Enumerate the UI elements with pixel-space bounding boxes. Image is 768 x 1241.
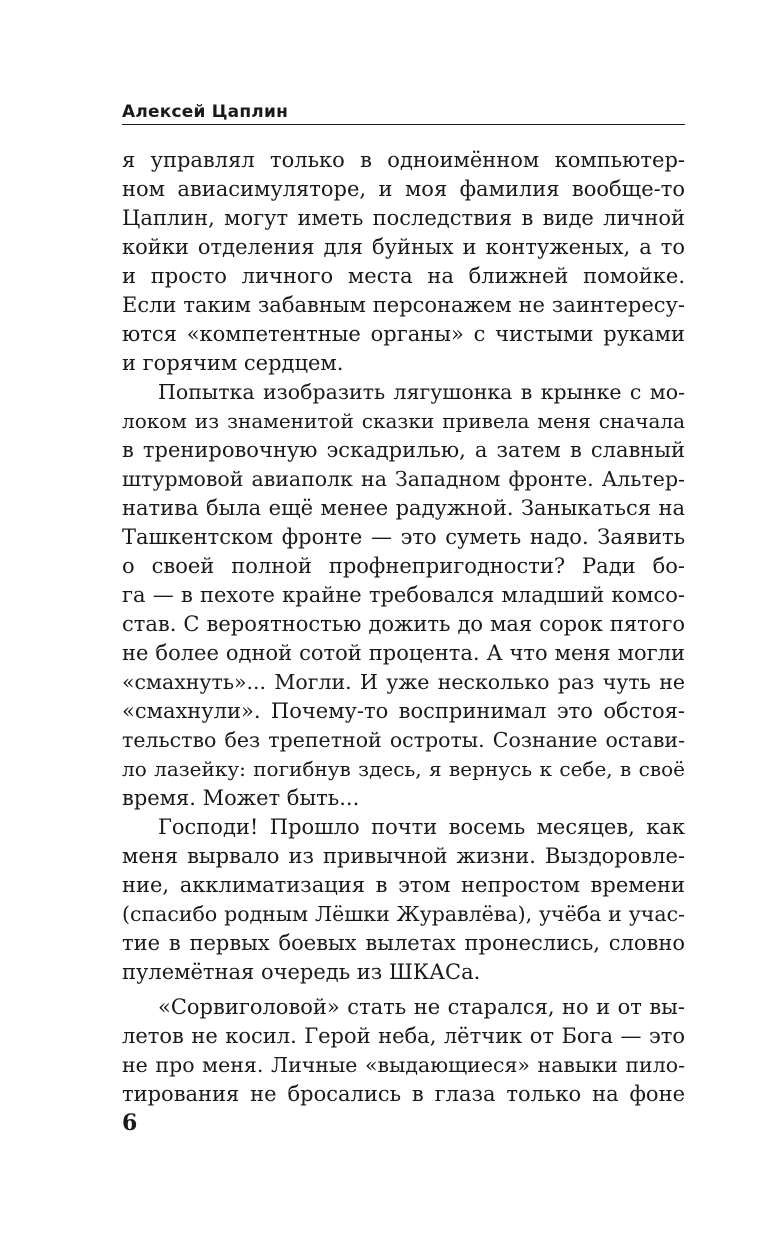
body-text — [122, 146, 685, 1109]
text-line: Попытка изобразить лягушонка в крынке с мо- — [158, 380, 685, 404]
text-line: о своей полной профнепригодности? Ради бо- — [122, 554, 685, 578]
text-line: тирования не бросались в глаза только на фоне — [122, 1082, 685, 1106]
text-line: я управлял только в одноимённом компьютер- — [122, 148, 685, 172]
page-number: 6 — [122, 1110, 138, 1136]
header-rule — [122, 124, 685, 125]
text-line: локом из знаменитой сказки привела меня сначала — [122, 409, 685, 433]
text-line: не про меня. Личные «выдающиеся» навыки пило- — [122, 1053, 685, 1077]
text-line: став. С вероятностью дожить до мая сорок пятого — [122, 612, 685, 636]
text-line: ло лазейку: погибнув здесь, я вернусь к себе, в своё — [122, 757, 685, 781]
text-line: и горячим сердцем. — [122, 351, 344, 375]
text-line: тие в первых боевых вылетах пронеслись, словно — [122, 931, 685, 955]
text-line: не более одной сотой процента. А что меня могли — [122, 641, 685, 665]
paragraph-4 — [122, 993, 685, 1109]
text-line: «Сорвиголовой» стать не старался, но и от вы- — [158, 995, 685, 1019]
paragraph-1 — [122, 146, 685, 378]
paragraph-2 — [122, 378, 685, 813]
text-line: пулемётная очередь из ШКАСа. — [122, 960, 481, 984]
text-line: в тренировочную эскадрилью, а затем в славный — [122, 438, 685, 462]
text-line: «смахнуть»... Могли. И уже несколько раз чуть не — [122, 670, 685, 694]
text-line: ном авиасимуляторе, и моя фамилия вообще-то — [122, 177, 685, 201]
text-line: (спасибо родным Лёшки Журавлёва), учёба и учас- — [122, 902, 685, 926]
text-line: га — в пехоте крайне требовался младший комсо- — [122, 583, 685, 607]
text-line: ние, акклиматизация в этом непростом времени — [122, 873, 685, 897]
text-line: «смахнули». Почему-то воспринимал это обстоя- — [122, 699, 685, 723]
text-line: Господи! Прошло почти восемь месяцев, как — [158, 815, 685, 839]
text-line: ются «компетентные органы» с чистыми руками — [122, 322, 685, 346]
text-line: летов не косил. Герой неба, лётчик от Бога — это — [122, 1024, 685, 1048]
text-line: меня вырвало из привычной жизни. Выздоровле- — [122, 844, 685, 868]
text-line: Ташкентском фронте — это суметь надо. Заявить — [122, 525, 685, 549]
text-line: натива была ещё менее радужной. Заныкаться на — [122, 496, 685, 520]
text-line: штурмовой авиаполк на Западном фронте. Альтер- — [122, 467, 685, 491]
text-line: Цаплин, могут иметь последствия в виде личной — [122, 206, 685, 230]
text-line: Если таким забавным персонажем не заинтересу- — [122, 293, 685, 317]
running-head-author: Алексей Цаплин — [122, 102, 289, 122]
paragraph-3 — [122, 813, 685, 987]
text-line: койки отделения для буйных и контуженых, а то — [122, 235, 685, 259]
text-line: время. Может быть... — [122, 786, 360, 810]
text-line: тельство без трепетной остроты. Сознание остави- — [122, 728, 685, 752]
text-line: и просто личного места на ближней помойке. — [122, 264, 685, 288]
